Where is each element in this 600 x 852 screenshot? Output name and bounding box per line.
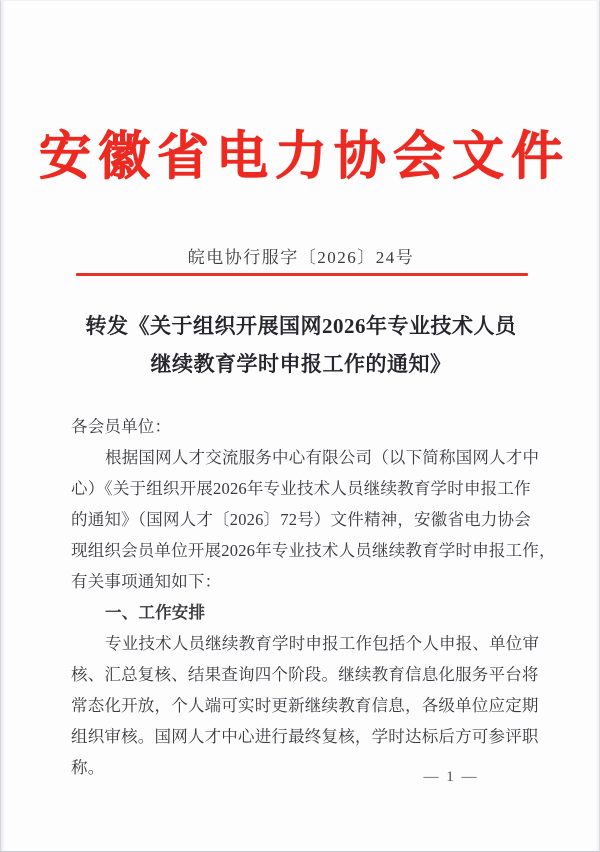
section-heading-work-arrangement: 一、工作安排	[105, 603, 206, 622]
masthead	[1, 119, 600, 195]
body-line: 组织审核。国网人才中心进行最终复核，学时达标后方可参评职	[71, 727, 539, 746]
headline-line: 继续教育学时申报工作的通知》	[150, 352, 452, 376]
body-line: 专业技术人员继续教育学时申报工作包括个人申报、单位审	[105, 634, 540, 653]
masthead-title: 安徽省电力协会文件	[38, 126, 570, 187]
body-line: 常态化开放，个人端可实时更新继续教育信息，各级单位应定期	[71, 696, 539, 715]
body-line: 根据国网人才交流服务中心有限公司（以下简称国网人才中	[105, 448, 540, 467]
document-headline	[69, 307, 533, 383]
document-body	[71, 411, 556, 783]
body-line: 有关事项通知如下：	[71, 572, 222, 591]
page-footer	[1, 769, 600, 786]
red-divider-rule	[76, 273, 528, 276]
headline-line: 转发《关于组织开展国网2026年专业技术人员	[85, 314, 517, 338]
body-line: 的通知》（国网人才〔2026〕72号）文件精神，安徽省电力协会	[71, 510, 531, 529]
body-line: 心）《关于组织开展2026年专业技术人员继续教育学时申报工作	[71, 479, 531, 498]
page-number: — 1 —	[423, 769, 479, 785]
body-line-salutation: 各会员单位：	[71, 417, 172, 436]
document-serial-number: 皖电协行服字〔2026〕24号	[187, 248, 415, 267]
body-line: 核、汇总复核、结果查询四个阶段。继续教育信息化服务平台将	[71, 665, 539, 684]
body-line: 现组织会员单位开展2026年专业技术人员继续教育学时申报工作，	[71, 541, 556, 560]
body-line: 称。	[71, 758, 105, 777]
